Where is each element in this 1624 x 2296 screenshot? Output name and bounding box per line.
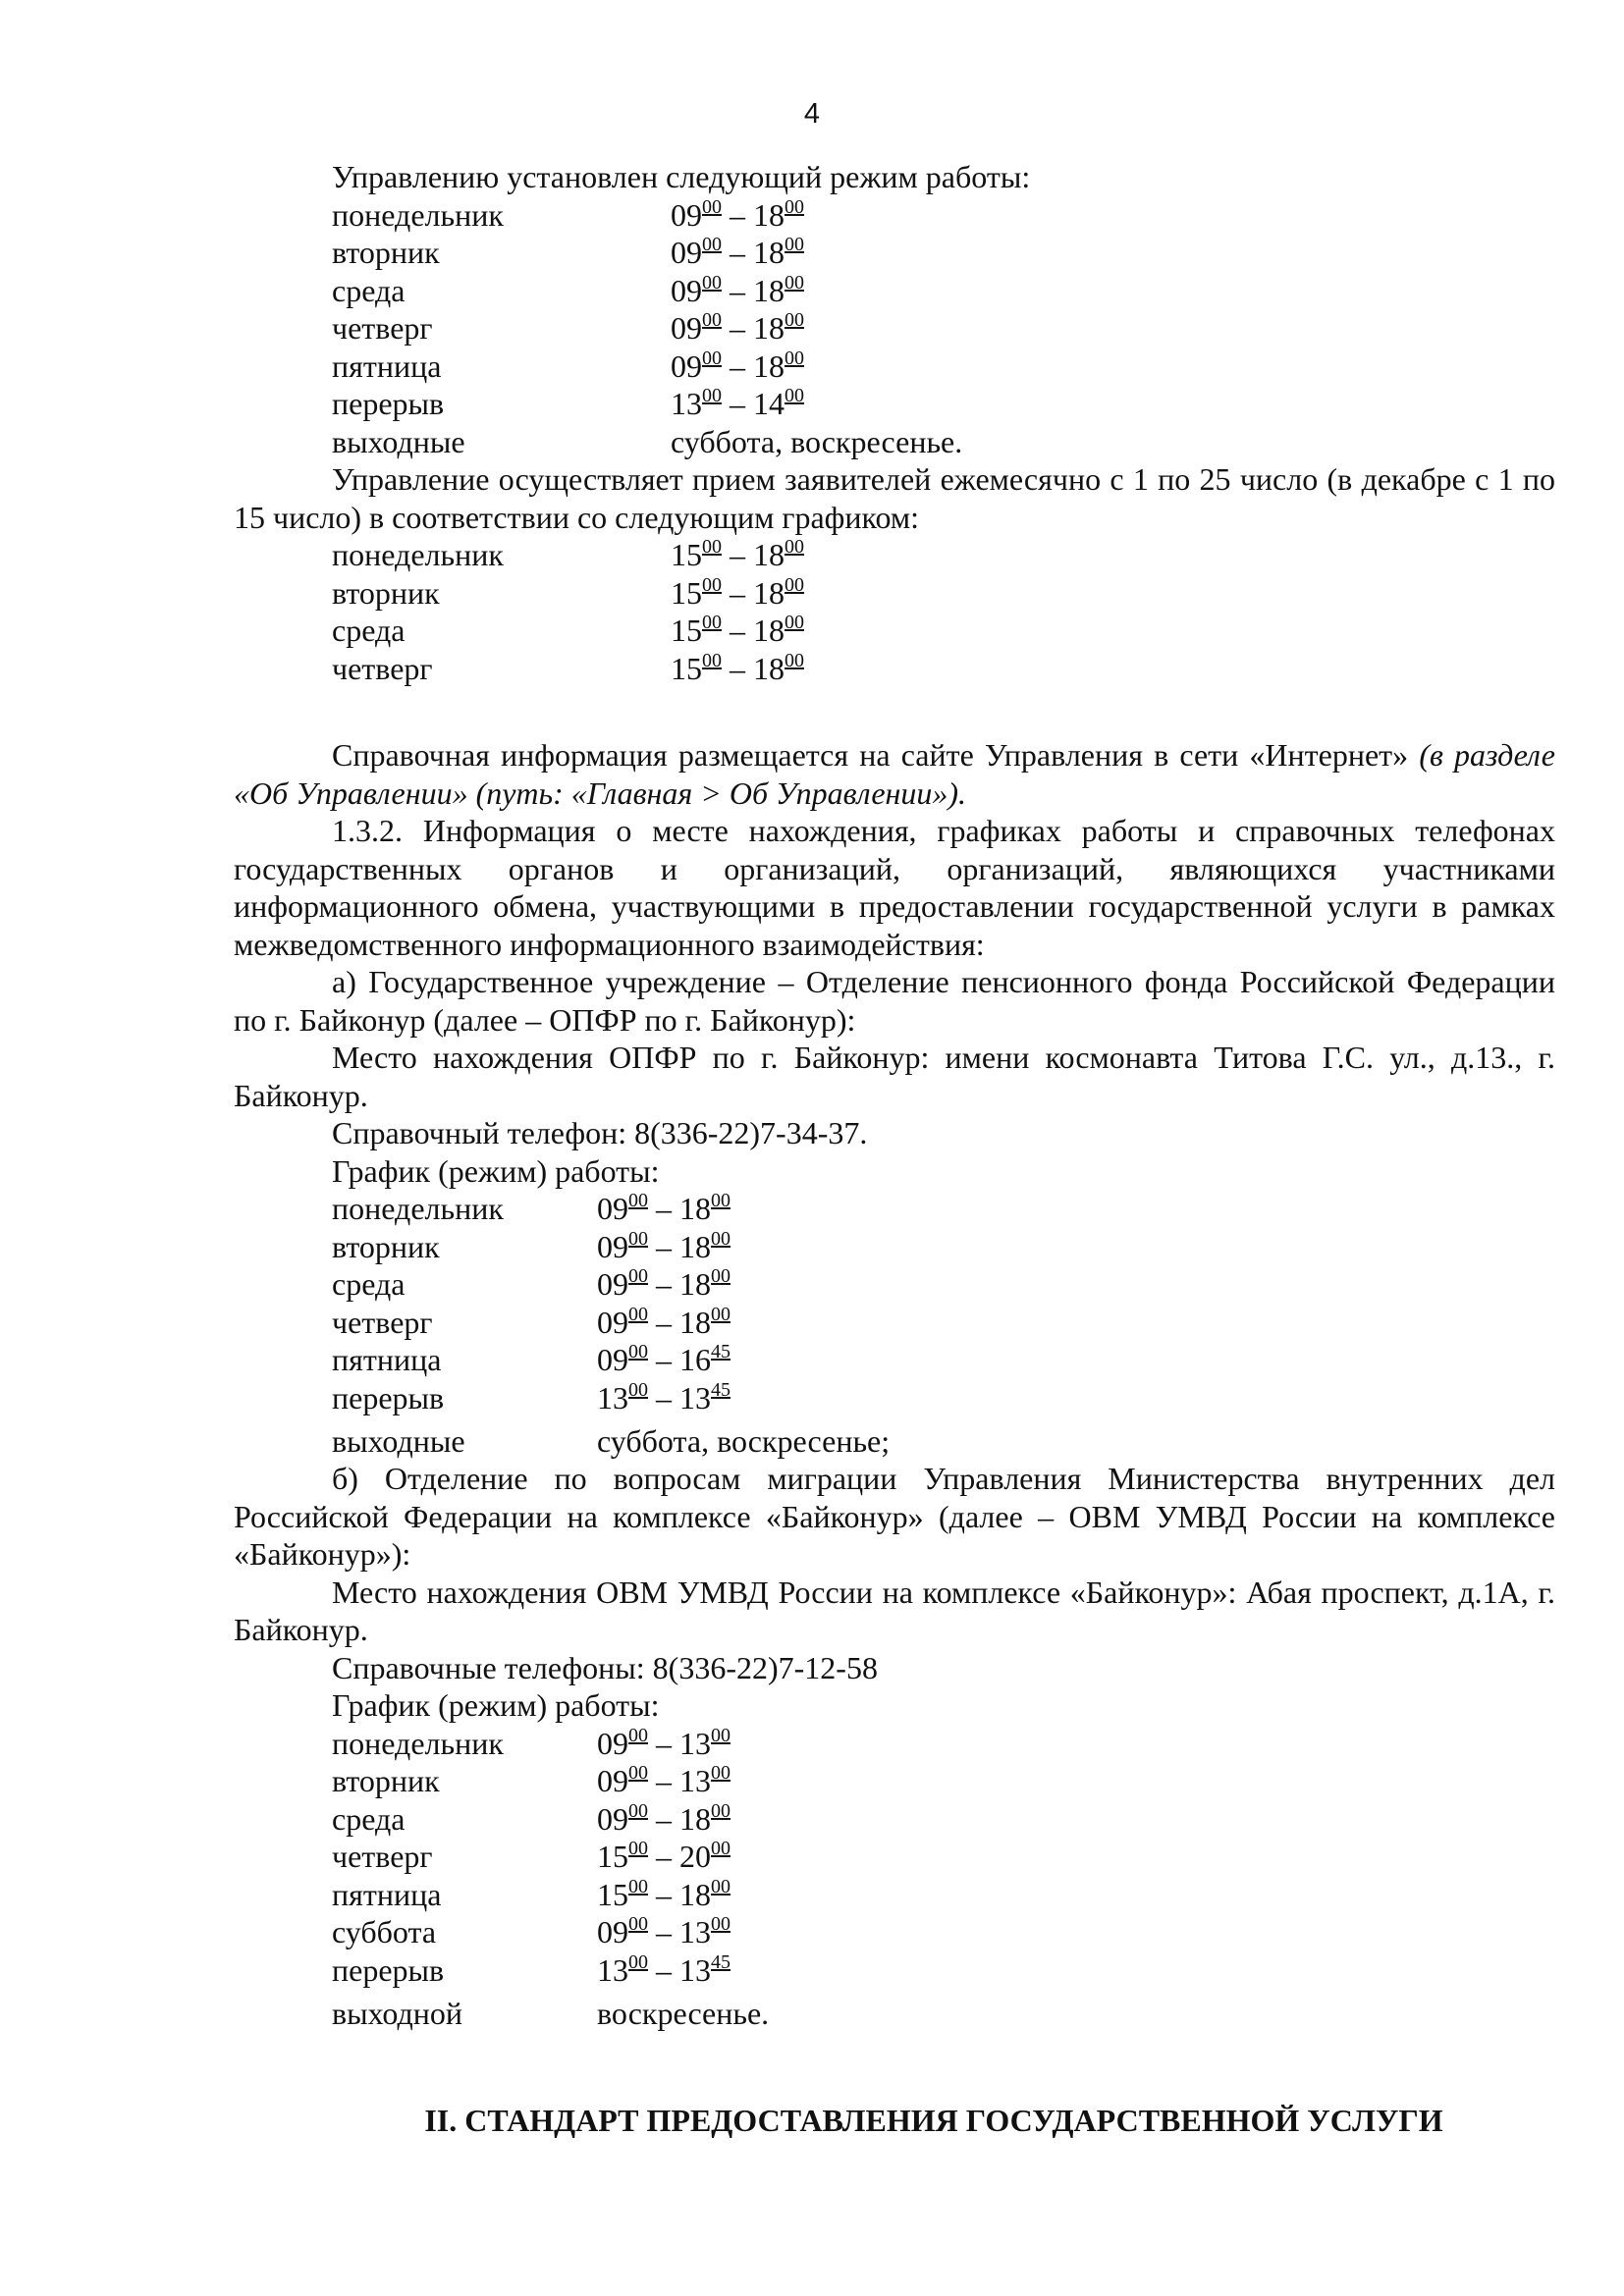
item-a-phone: Справочный телефон: 8(336-22)7-34-37. <box>332 1115 868 1150</box>
schedule-row: среда $09^{00} - 18^{00}$ <box>332 1265 731 1302</box>
schedule-row: вторник $09^{00} - 18^{00}$ <box>332 234 804 270</box>
page-content <box>234 158 1555 2140</box>
office-work-schedule <box>234 196 1555 461</box>
schedule-row: четверг $09^{00} - 18^{00}$ <box>332 309 804 346</box>
schedule-row: вторник $09^{00} - 13^{00}$ <box>332 1762 731 1798</box>
reception-paragraph: Управление осуществляет прием заявителей ежемесячно с 1 по 25 число (в декабре с 1 по 15 число) в соответствии со следующим графиком: <box>234 461 1555 535</box>
section-heading: II. СТАНДАРТ ПРЕДОСТАВЛЕНИЯ ГОСУДАРСТВЕННОЙ УСЛУГИ <box>424 2103 1443 2138</box>
schedule-row-day-off: выходной воскресенье. <box>332 1995 770 2031</box>
section-1-3-2: 1.3.2. Информация о месте нахождения, графиках работы и справочных телефонах государственных органов и организаций, организаций, являющихся участниками информационного обмена, участвующими в предоставлении государственной услуги в рамках межведомственного информационного взаимодействия: <box>234 813 1555 962</box>
item-b-schedule-title: График (режим) работы: <box>332 1687 660 1723</box>
work-schedule-intro: Управлению установлен следующий режим работы: <box>332 159 1031 194</box>
schedule-row: понедельник $09^{00} - 18^{00}$ <box>332 195 804 233</box>
item-b-location: Место нахождения ОВМ УМВД России на комплексе «Байконур»: Абая проспект, д.1А, г. Байконур. <box>234 1574 1555 1647</box>
schedule-row: четверг $15^{00} - 20^{00}$ <box>332 1838 731 1874</box>
spacer <box>234 687 1555 736</box>
spacer <box>234 2032 1555 2101</box>
item-a-schedule-title: График (режим) работы: <box>332 1152 660 1189</box>
page-number: 4 <box>803 98 821 130</box>
schedule-row: суббота $09^{00} - 13^{00}$ <box>332 1913 731 1949</box>
schedule-row: четверг $15^{00} - 18^{00}$ <box>332 649 804 686</box>
schedule-row: четверг $09^{00} - 18^{00}$ <box>332 1303 731 1340</box>
schedule-row: пятница $09^{00} - 16^{45}$ <box>332 1341 731 1377</box>
schedule-row: среда $09^{00} - 18^{00}$ <box>332 1799 731 1837</box>
reference-info-path: (в разделе «Об Управлении» (путь: «Главная > Об Управлении»). <box>234 737 1556 811</box>
schedule-row: понедельник $09^{00} - 18^{00}$ <box>332 1190 731 1226</box>
schedule-row-days-off: выходные суббота, воскресенье. <box>332 423 963 459</box>
schedule-row-days-off: выходные суббота, воскресенье; <box>332 1422 891 1459</box>
reception-schedule <box>234 536 1555 687</box>
schedule-row: среда $15^{00} - 18^{00}$ <box>332 612 804 648</box>
migration-office-schedule <box>234 1725 1555 2033</box>
item-a-location: Место нахождения ОПФР по г. Байконур: имени космонавта Титова Г.С. ул., д.13., г. Байконур. <box>234 1040 1555 1113</box>
schedule-row: пятница $09^{00} - 18^{00}$ <box>332 347 804 384</box>
reference-info-paragraph: Справочная информация размещается на сайте Управления в сети «Интернет» (в разделе «Об Управлении» (путь: «Главная > Об Управлении»). <box>234 737 1556 811</box>
item-b-phone: Справочные телефоны: 8(336-22)7-12-58 <box>332 1649 878 1685</box>
schedule-row: вторник $09^{00} - 18^{00}$ <box>332 1227 731 1264</box>
schedule-row: вторник $15^{00} - 18^{00}$ <box>332 573 804 611</box>
schedule-row: перерыв $13^{00} - 14^{00}$ <box>332 385 804 421</box>
schedule-row: пятница $15^{00} - 18^{00}$ <box>332 1875 731 1912</box>
schedule-row: понедельник $09^{00} - 13^{00}$ <box>332 1724 731 1761</box>
item-a-pension-fund: а) Государственное учреждение – Отделение пенсионного фонда Российской Федерации по г. Байконур (далее – ОПФР по г. Байконур): <box>234 964 1555 1038</box>
schedule-row: понедельник $15^{00} - 18^{00}$ <box>332 536 804 572</box>
item-b-migration-office: б) Отделение по вопросам миграции Управления Министерства внутренних дел Российской Федерации на комплексе «Байконур» (далее – ОВМ УМВД России на комплексе «Байконур»): <box>234 1461 1555 1572</box>
schedule-row: перерыв $13^{00} - 13^{45}$ <box>332 1950 731 1988</box>
pension-fund-schedule <box>234 1190 1555 1460</box>
schedule-row: среда $09^{00} - 18^{00}$ <box>332 271 804 308</box>
schedule-row: перерыв $13^{00} - 13^{45}$ <box>332 1378 731 1415</box>
